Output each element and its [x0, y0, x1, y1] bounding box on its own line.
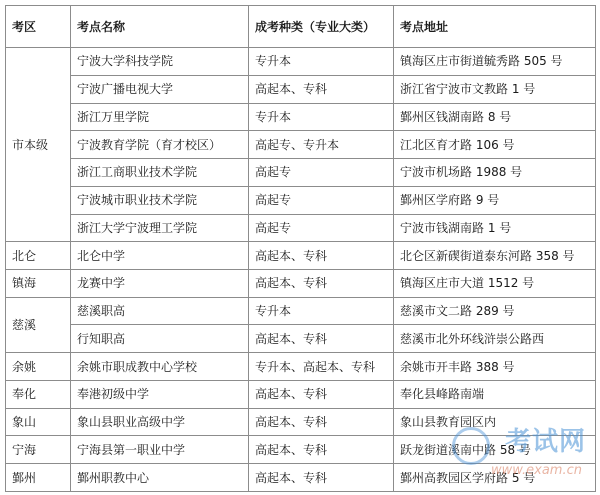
- watermark-brand: 考试网: [504, 427, 586, 457]
- table-body: [6, 6, 596, 492]
- watermark-domain: www.exam.cn: [490, 463, 582, 478]
- address-cell: 鄞州高教园区学府路 5 号: [394, 464, 596, 492]
- exam-type-cell: 专升本: [249, 103, 394, 131]
- exam-type-cell: 专升本: [249, 48, 394, 76]
- region-cell: 镇海: [6, 270, 71, 298]
- exam-type-cell: 高起本、专科: [249, 75, 394, 103]
- exam-type-cell: 高起本、专科: [249, 270, 394, 298]
- exam-type-cell: 专升本: [249, 297, 394, 325]
- exam-sites-table: [5, 5, 596, 492]
- address-cell: 江北区育才路 106 号: [394, 131, 596, 159]
- site-name-cell: 浙江大学宁波理工学院: [71, 214, 249, 242]
- site-name-cell: 宁波城市职业技术学院: [71, 186, 249, 214]
- site-name-cell: 余姚市职成教中心学校: [71, 353, 249, 381]
- table-row: [6, 103, 596, 131]
- address-cell: 宁波市机场路 1988 号: [394, 159, 596, 187]
- site-watermark: [444, 421, 594, 491]
- exam-type-cell: 高起专: [249, 214, 394, 242]
- exam-type-cell: 高起本、专科: [249, 380, 394, 408]
- region-cell: 奉化: [6, 380, 71, 408]
- table-row: [6, 48, 596, 76]
- exam-type-cell: 专升本、高起本、专科: [249, 353, 394, 381]
- table-row: [6, 353, 596, 381]
- exam-type-cell: 高起专: [249, 159, 394, 187]
- exam-type-cell: 高起本、专科: [249, 408, 394, 436]
- address-cell: 象山县教育园区内: [394, 408, 596, 436]
- table-row: [6, 131, 596, 159]
- exam-type-cell: 高起专、专升本: [249, 131, 394, 159]
- address-cell: 鄞州区钱湖南路 8 号: [394, 103, 596, 131]
- table-row: [6, 380, 596, 408]
- site-name-cell: 行知职高: [71, 325, 249, 353]
- table-row: [6, 75, 596, 103]
- region-cell: 慈溪: [6, 297, 71, 352]
- exam-type-cell: 高起专: [249, 186, 394, 214]
- address-cell: 浙江省宁波市文教路 1 号: [394, 75, 596, 103]
- address-cell: 宁波市钱湖南路 1 号: [394, 214, 596, 242]
- address-cell: 镇海区庄市街道毓秀路 505 号: [394, 48, 596, 76]
- exam-type-cell: 高起本、专科: [249, 242, 394, 270]
- header-site-name: 考点名称: [71, 6, 249, 48]
- region-cell: 市本级: [6, 48, 71, 242]
- header-region: 考区: [6, 6, 71, 48]
- address-cell: 慈溪市文二路 289 号: [394, 297, 596, 325]
- table-row: [6, 270, 596, 298]
- region-cell: 余姚: [6, 353, 71, 381]
- exam-type-cell: 高起本、专科: [249, 464, 394, 492]
- region-cell: 鄞州: [6, 464, 71, 492]
- address-cell: 鄞州区学府路 9 号: [394, 186, 596, 214]
- region-cell: 宁海: [6, 436, 71, 464]
- header-exam-type: 成考种类（专业大类）: [249, 6, 394, 48]
- address-cell: 余姚市开丰路 388 号: [394, 353, 596, 381]
- table-header-row: [6, 6, 596, 48]
- exam-type-cell: 高起本、专科: [249, 325, 394, 353]
- address-cell: 慈溪市北外环线浒崇公路西: [394, 325, 596, 353]
- site-name-cell: 浙江工商职业技术学院: [71, 159, 249, 187]
- site-name-cell: 龙赛中学: [71, 270, 249, 298]
- address-cell: 镇海区庄市大道 1512 号: [394, 270, 596, 298]
- address-cell: 北仑区新碶街道泰东河路 358 号: [394, 242, 596, 270]
- table-row: [6, 325, 596, 353]
- site-name-cell: 宁波广播电视大学: [71, 75, 249, 103]
- site-name-cell: 宁波大学科技学院: [71, 48, 249, 76]
- table-row: [6, 242, 596, 270]
- site-name-cell: 慈溪职高: [71, 297, 249, 325]
- watermark-logo-icon: [452, 427, 490, 465]
- table-row: [6, 186, 596, 214]
- header-address: 考点地址: [394, 6, 596, 48]
- region-cell: 北仑: [6, 242, 71, 270]
- site-name-cell: 宁海县第一职业中学: [71, 436, 249, 464]
- site-name-cell: 宁波教育学院（育才校区）: [71, 131, 249, 159]
- site-name-cell: 奉港初级中学: [71, 380, 249, 408]
- table-row: [6, 297, 596, 325]
- site-name-cell: 浙江万里学院: [71, 103, 249, 131]
- region-cell: 象山: [6, 408, 71, 436]
- table-row: [6, 159, 596, 187]
- site-name-cell: 鄞州职教中心: [71, 464, 249, 492]
- address-cell: 奉化县峰路南端: [394, 380, 596, 408]
- exam-type-cell: 高起本、专科: [249, 436, 394, 464]
- table-row: [6, 214, 596, 242]
- site-name-cell: 北仑中学: [71, 242, 249, 270]
- site-name-cell: 象山县职业高级中学: [71, 408, 249, 436]
- address-cell: 跃龙街道溪南中路 58 号: [394, 436, 596, 464]
